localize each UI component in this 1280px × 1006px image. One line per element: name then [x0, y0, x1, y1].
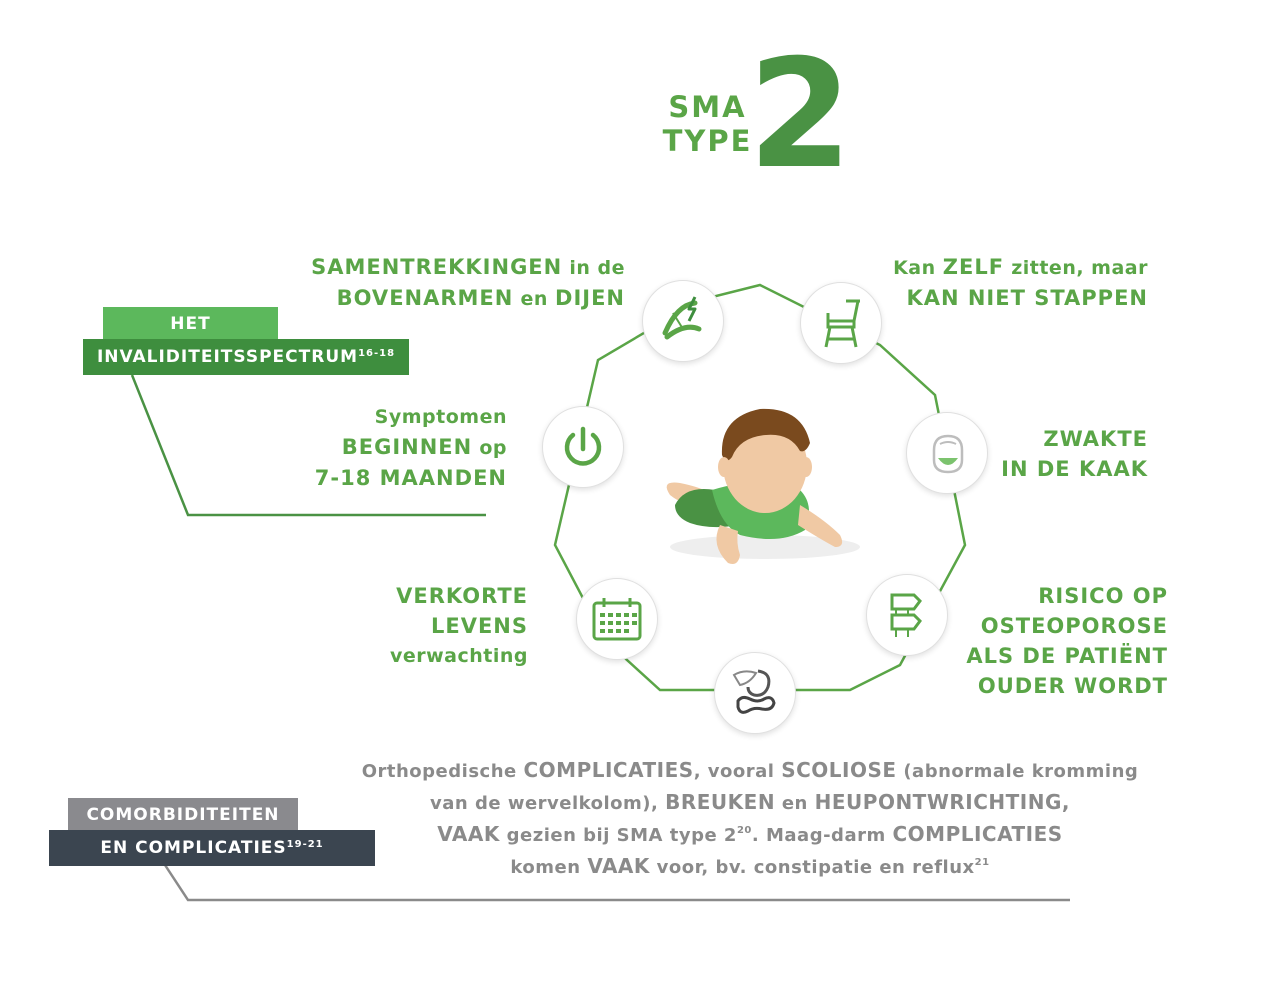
- label-jaw: ZWAKTE IN DE KAAK: [1001, 427, 1148, 481]
- spectrum-tag-text: INVALIDITEITSSPECTRUM: [96, 347, 359, 367]
- spectrum-tag-top: HET: [103, 307, 278, 341]
- jaw-icon: [906, 412, 988, 494]
- spectrum-tag-ref: 16-18: [358, 348, 396, 359]
- label-sitting: Kan ZELF zitten, maar KAN NIET STAPPEN: [893, 255, 1148, 310]
- power-icon: [542, 406, 624, 488]
- label-contractions: SAMENTREKKINGEN in de BOVENARMEN en DIJEN: [311, 255, 625, 310]
- label-osteo: RISICO OP OSTEOPOROSE ALS DE PATIËNT OUDER WORDT: [966, 584, 1168, 698]
- calendar-icon: [576, 578, 658, 660]
- label-symptoms: Symptomen BEGINNEN op 7-18 MAANDEN: [314, 406, 507, 490]
- comorbid-tag-ref: 19-21: [286, 839, 324, 850]
- label-life: VERKORTE LEVENS verwachting: [389, 584, 528, 667]
- muscle-icon: [642, 280, 724, 362]
- stomach-icon: [714, 652, 796, 734]
- spectrum-tag-bottom: [83, 339, 409, 375]
- comorbid-tag-top: COMORBIDITEITEN: [68, 798, 298, 832]
- baby-icon: [640, 395, 870, 580]
- title-number: 2: [748, 28, 853, 202]
- chair-icon: [800, 282, 882, 364]
- complications-text: Orthopedische COMPLICATIES, vooral SCOLIOSE (abnormale kromming van de wervelkolom), BREUKEN en HEUPONTWRICHTING, VAAK gezien bij SMA type $2^{20}$. Maag-darm COMPLICATIES komen VAAK voor, bv. constipatie en reflux$^{21}$: [361, 758, 1139, 878]
- comorbid-tag-text: EN COMPLICATIES: [100, 838, 287, 858]
- title-type: TYPE: [662, 124, 753, 158]
- spine-icon: [866, 574, 948, 656]
- title-sma: SMA: [668, 90, 747, 124]
